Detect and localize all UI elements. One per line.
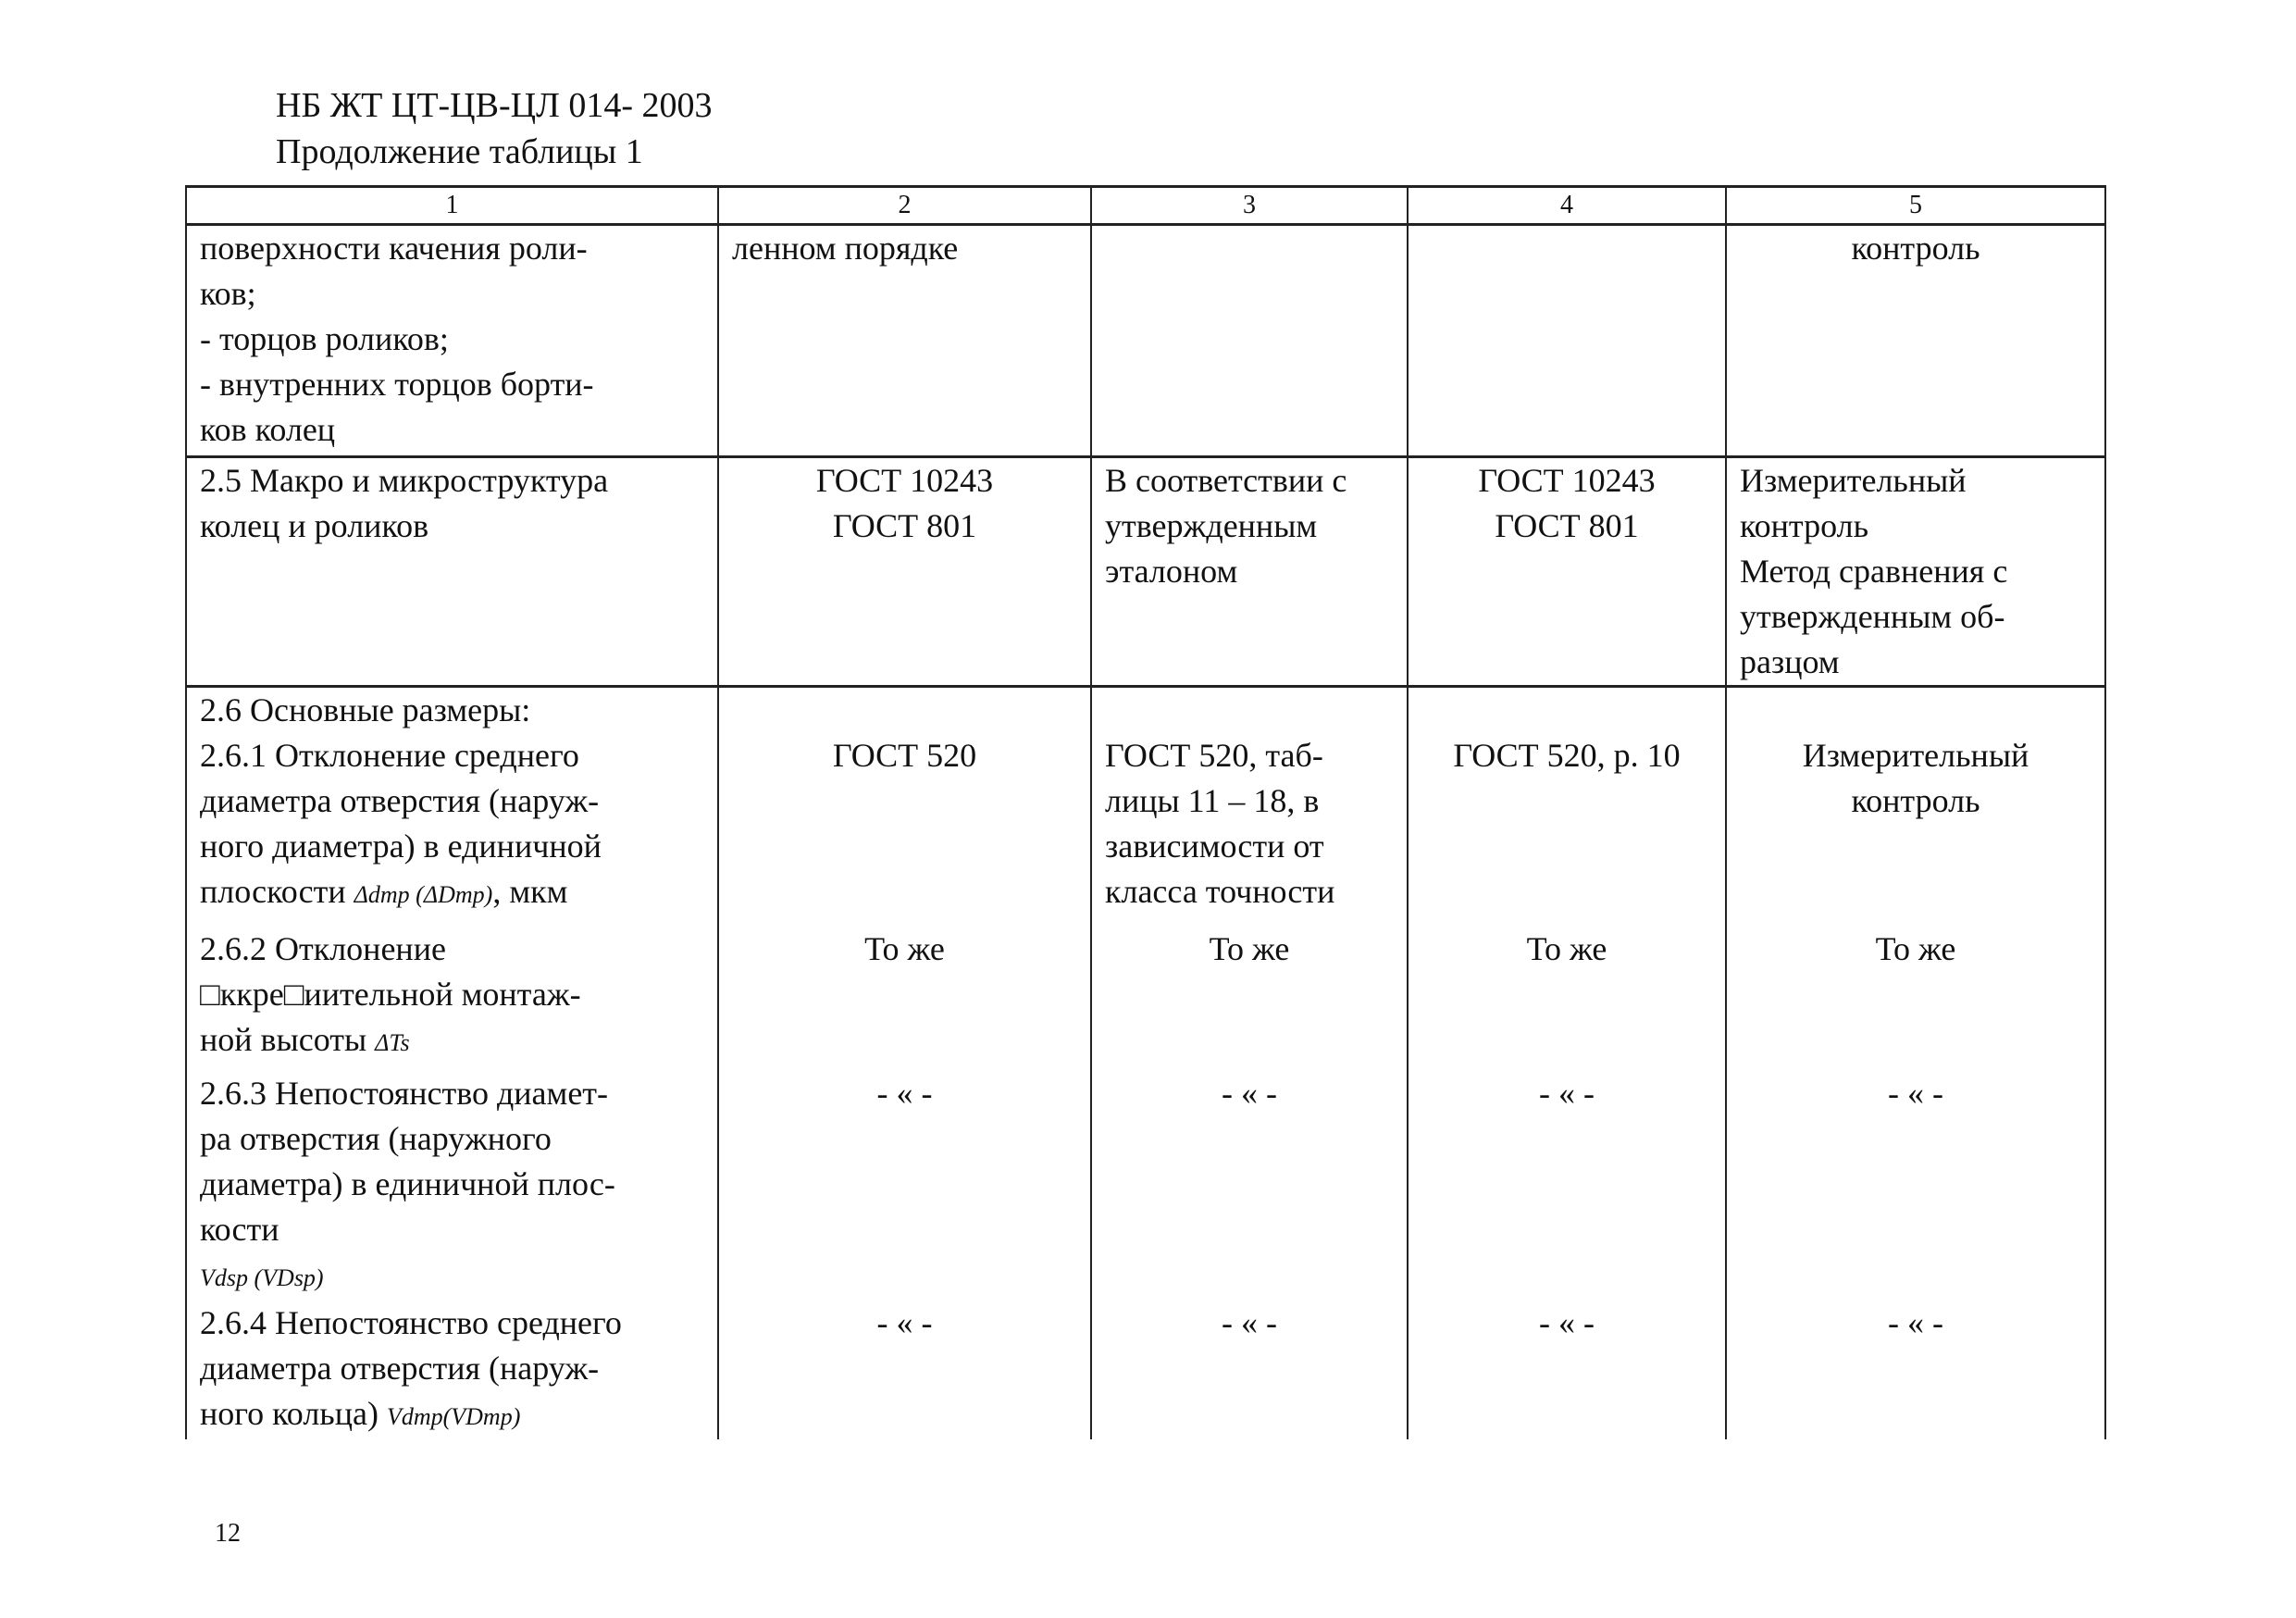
cell-standard: То же — [718, 917, 1091, 1065]
parameter-symbol: Δdmp (ΔDmp) — [354, 881, 493, 908]
cell-standard: ленном порядке — [718, 225, 1091, 457]
cell-test-method: ГОСТ 520, р. 10 — [1408, 687, 1726, 918]
parameter-text: 2.6.2 Отклонение □ккре□иительной монтаж- ной высоты — [200, 930, 581, 1058]
cell-parameter — [186, 1065, 718, 1301]
cell-parameter — [186, 917, 718, 1065]
cell-standard: - « - — [718, 1065, 1091, 1301]
cell-control-type: То же — [1726, 917, 2105, 1065]
table-row — [186, 457, 2105, 687]
cell-control-type: Измерительный контроль — [1726, 687, 2105, 918]
cell-test-method: То же — [1408, 917, 1726, 1065]
cell-test-method: - « - — [1408, 1301, 1726, 1439]
parameter-unit: , мкм — [492, 873, 568, 910]
table-title: Продолжение таблицы 1 — [276, 132, 643, 171]
cell-standard: ГОСТ 520 — [718, 687, 1091, 918]
cell-standard: ГОСТ 10243 ГОСТ 801 — [718, 457, 1091, 687]
table-row — [186, 225, 2105, 457]
cell-norm: То же — [1091, 917, 1408, 1065]
spec-table — [185, 185, 2106, 1439]
cell-norm: - « - — [1091, 1065, 1408, 1301]
parameter-symbol: Vdmp(VDmp) — [386, 1403, 521, 1430]
cell-parameter: 2.5 Макро и микроструктура колец и роликов — [186, 457, 718, 687]
cell-test-method: ГОСТ 10243 ГОСТ 801 — [1408, 457, 1726, 687]
parameter-text: 2.6.3 Непостоянство диамет- ра отверстия (наружного диаметра) в единичной плос- кости — [200, 1075, 615, 1248]
cell-standard: - « - — [718, 1301, 1091, 1439]
table-header-row — [186, 187, 2105, 225]
cell-norm: ГОСТ 520, таб- лицы 11 – 18, в зависимости от класса точности — [1091, 687, 1408, 918]
section-heading: 2.6 Основные размеры: — [200, 691, 531, 728]
page-number: 12 — [215, 1519, 241, 1548]
cell-norm — [1091, 225, 1408, 457]
cell-test-method — [1408, 225, 1726, 457]
parameter-symbol: Vdsp (VDsp) — [200, 1264, 324, 1291]
table-row — [186, 1065, 2105, 1301]
parameter-symbol: ΔTs — [375, 1029, 410, 1056]
cell-control-type: Измерительный контроль Метод сравнения с утвержденным об- разцом — [1726, 457, 2105, 687]
column-header-3: 3 — [1091, 187, 1408, 225]
cell-parameter — [186, 687, 718, 918]
parameter-text: 2.6.4 Непостоянство среднего диаметра отверстия (наруж- ного кольца) — [200, 1304, 622, 1432]
table-row — [186, 687, 2105, 918]
column-header-4: 4 — [1408, 187, 1726, 225]
cell-control-type: - « - — [1726, 1301, 2105, 1439]
column-header-1: 1 — [186, 187, 718, 225]
cell-control-type: - « - — [1726, 1065, 2105, 1301]
table-row — [186, 1301, 2105, 1439]
cell-parameter: поверхности качения роли- ков; - торцов роликов; - внутренних торцов борти- ков колец — [186, 225, 718, 457]
table-row — [186, 917, 2105, 1065]
spec-table-container — [185, 185, 2104, 1439]
document-code: НБ ЖТ ЦТ-ЦВ-ЦЛ 014- 2003 — [276, 86, 713, 125]
column-header-2: 2 — [718, 187, 1091, 225]
column-header-5: 5 — [1726, 187, 2105, 225]
cell-parameter — [186, 1301, 718, 1439]
cell-control-type: контроль — [1726, 225, 2105, 457]
cell-norm: - « - — [1091, 1301, 1408, 1439]
cell-test-method: - « - — [1408, 1065, 1726, 1301]
cell-norm: В соответствии с утвержденным эталоном — [1091, 457, 1408, 687]
parameter-text: 2.6.1 Отклонение среднего диаметра отверстия (наруж- ного диаметра) в единичной плоскости — [200, 737, 602, 910]
